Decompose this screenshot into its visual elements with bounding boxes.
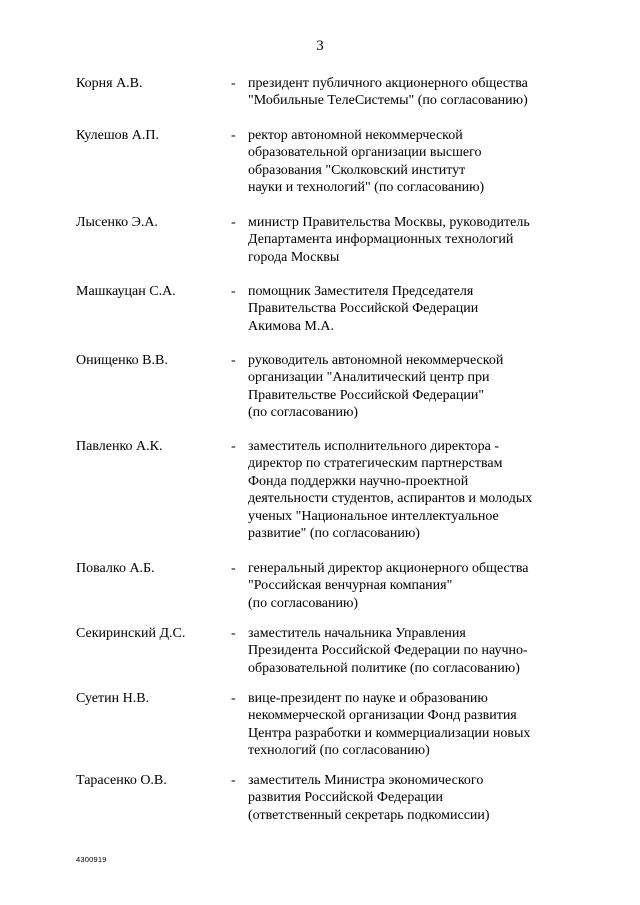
role-line: развития Российской Федерации (248, 790, 444, 806)
role-line: генеральный директор акционерного общества (248, 561, 529, 576)
document-code: 4300919 (76, 855, 107, 864)
role-line: образовательной политике (по согласованию) (248, 660, 520, 676)
member-role (248, 75, 578, 110)
role-line: (ответственный секретарь подкомиссии) (248, 807, 490, 823)
member-name: Машкауцан С.А. (76, 284, 176, 299)
role-line: города Москвы (248, 249, 340, 265)
role-line: заместитель исполнительного директора - (248, 439, 500, 454)
entry-dash: - (231, 691, 236, 706)
role-line: вице-президент по науке и образованию (248, 691, 488, 706)
role-line: помощник Заместителя Председателя (248, 284, 474, 299)
member-role (248, 772, 578, 824)
role-line: Правительстве Российской Федерации" (248, 387, 485, 403)
entry-dash: - (231, 439, 236, 454)
role-line: Правительства Российской Федерации (248, 301, 479, 317)
role-line: некоммерческой организации Фонд развития (248, 708, 517, 724)
member-role (248, 214, 578, 266)
role-line: министр Правительства Москвы, руководитель (248, 215, 530, 230)
member-role (248, 560, 578, 612)
entry-dash: - (231, 215, 236, 230)
member-name: Секиринский Д.С. (76, 626, 186, 641)
role-line: Акимова М.А. (248, 318, 334, 334)
role-line: заместитель начальника Управления (248, 626, 466, 641)
member-name: Корня А.В. (76, 76, 143, 91)
member-role (248, 127, 578, 197)
entry-dash: - (231, 284, 236, 299)
role-line: Центра разработки и коммерциализации новых (248, 725, 531, 741)
member-role (248, 352, 578, 422)
member-role (248, 625, 578, 677)
member-name: Онищенко В.В. (76, 353, 168, 368)
role-line: "Российская венчурная компания" (248, 578, 453, 594)
role-line: Департамента информационных технологий (248, 232, 514, 248)
role-line: ректор автономной некоммерческой (248, 128, 463, 143)
role-line: директор по стратегическим партнерствам (248, 456, 503, 472)
role-line: (по согласованию) (248, 595, 359, 611)
entry-dash: - (231, 128, 236, 143)
member-role (248, 283, 578, 335)
role-line: науки и технологий" (по согласованию) (248, 180, 485, 196)
entry-dash: - (231, 353, 236, 368)
role-line: президент публичного акционерного общества (248, 76, 528, 91)
member-name: Кулешов А.П. (76, 128, 159, 143)
role-line: руководитель автономной некоммерческой (248, 353, 504, 368)
role-line: технологий (по согласованию) (248, 743, 430, 759)
member-name: Павленко А.К. (76, 439, 163, 454)
page-number: 3 (316, 38, 324, 54)
role-line: Фонда поддержки научно-проектной (248, 473, 469, 489)
member-role (248, 438, 578, 542)
role-line: (по согласованию) (248, 405, 359, 421)
role-line: Президента Российской Федерации по научно- (248, 643, 528, 659)
role-line: заместитель Министра экономического (248, 773, 484, 788)
member-name: Повалко А.Б. (76, 561, 155, 576)
member-name: Тарасенко О.В. (76, 773, 167, 788)
role-line: ученых "Национальное интеллектуальное (248, 508, 499, 524)
entry-dash: - (231, 76, 236, 91)
role-line: организации "Аналитический центр при (248, 370, 490, 386)
role-line: образовательной организации высшего (248, 145, 482, 161)
role-line: образования "Сколковский институт (248, 162, 466, 178)
role-line: деятельности студентов, аспирантов и молодых (248, 491, 533, 507)
role-line: развитие" (по согласованию) (248, 526, 420, 542)
entry-dash: - (231, 773, 236, 788)
member-name: Лысенко Э.А. (76, 215, 158, 230)
member-role (248, 690, 578, 760)
role-line: "Мобильные ТелеСистемы" (по согласованию) (248, 93, 528, 109)
member-name: Суетин Н.В. (76, 691, 150, 706)
entry-dash: - (231, 561, 236, 576)
entry-dash: - (231, 626, 236, 641)
